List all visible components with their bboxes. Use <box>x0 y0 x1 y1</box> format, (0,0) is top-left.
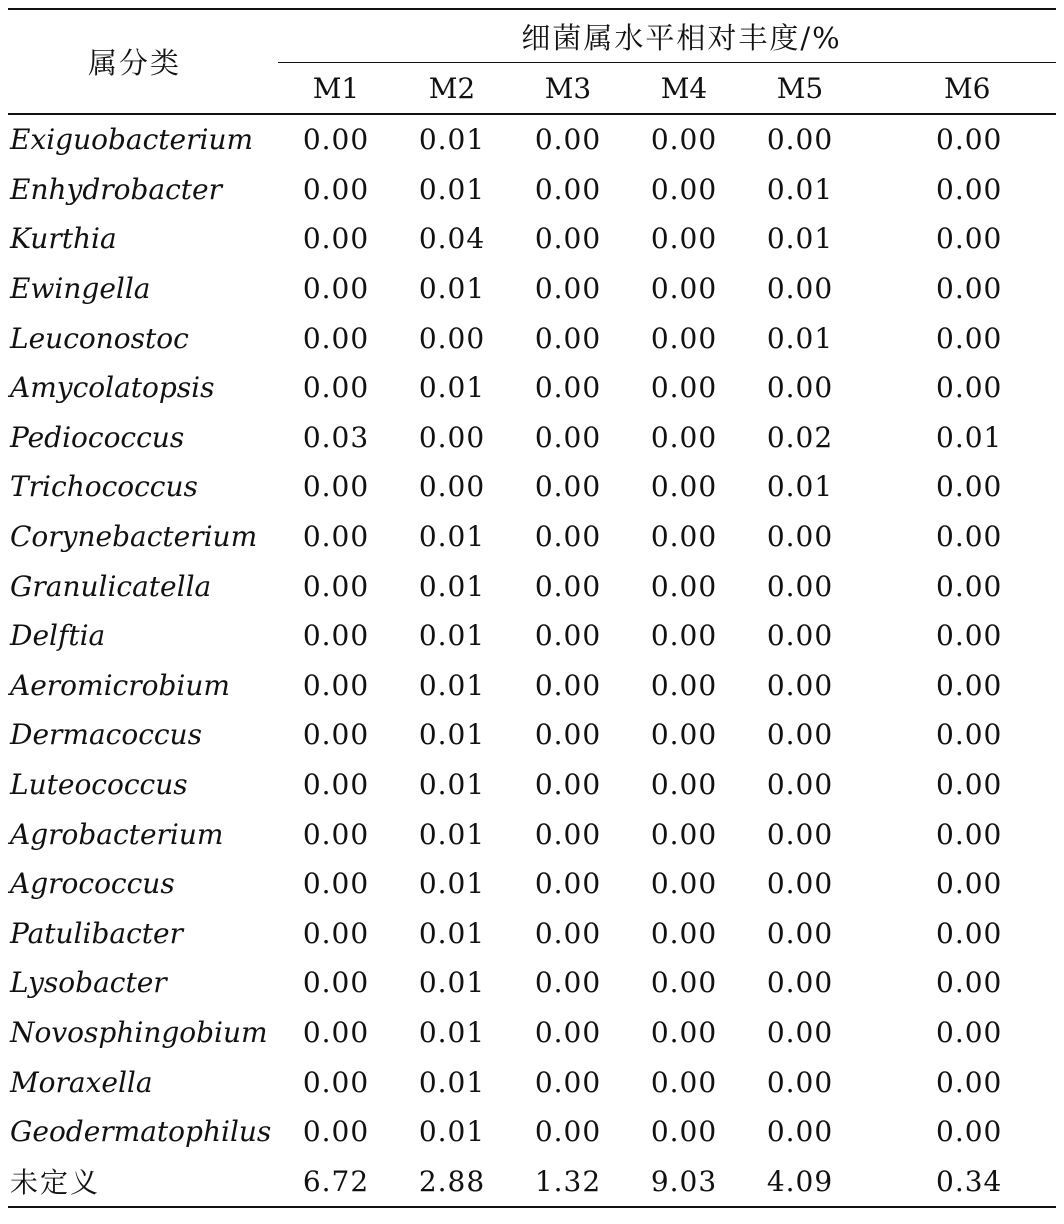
genus-column-header: 属分类 <box>8 9 278 114</box>
value-cell-m3: 0.00 <box>534 272 602 306</box>
value-cell-m1: 0.00 <box>302 718 370 752</box>
table-row <box>8 363 1056 413</box>
value-cell-m5: 0.00 <box>766 371 834 405</box>
table-row <box>8 661 1056 711</box>
table-row <box>8 413 1056 463</box>
value-cell-m6: 0.00 <box>936 867 1003 901</box>
value-cell-m2: 0.01 <box>418 817 486 851</box>
genus-cell: 未定义 <box>8 1156 278 1207</box>
value-cell-m5: 0.00 <box>766 966 834 1000</box>
value-cell-m2: 0.00 <box>418 470 486 504</box>
genus-cell: Trichococcus <box>10 470 198 504</box>
value-cell-m3: 0.00 <box>534 1115 602 1149</box>
genus-cell: Moraxella <box>10 1065 153 1099</box>
value-cell-m6: 0.00 <box>936 718 1003 752</box>
value-cell-m3: 0.00 <box>534 321 602 355</box>
value-cell-m1: 0.00 <box>302 470 370 504</box>
table-row <box>8 909 1056 959</box>
table-row <box>8 710 1056 760</box>
value-cell-m1: 0.00 <box>302 321 370 355</box>
value-cell-m4: 0.00 <box>650 817 718 851</box>
value-cell-m6: 0.00 <box>936 123 1003 157</box>
value-cell-m5: 0.00 <box>766 1065 834 1099</box>
value-cell-m5: 0.00 <box>766 520 834 554</box>
value-cell-m2: 0.01 <box>418 916 486 950</box>
value-cell-m4: 0.00 <box>650 520 718 554</box>
value-cell-m4: 0.00 <box>650 1115 718 1149</box>
value-cell-m1: 0.00 <box>302 916 370 950</box>
table-row <box>8 264 1056 314</box>
value-cell-m2: 0.01 <box>418 718 486 752</box>
genus-cell: Amycolatopsis <box>10 371 215 405</box>
table-row <box>8 313 1056 363</box>
value-cell-m2: 0.01 <box>418 371 486 405</box>
value-cell-m6: 0.00 <box>936 222 1003 256</box>
column-header-m2: M2 <box>394 63 510 115</box>
value-cell-m4: 0.00 <box>650 470 718 504</box>
value-cell-m1: 0.00 <box>302 172 370 206</box>
value-cell-m2: 0.01 <box>418 1015 486 1049</box>
value-cell-m6: 0.00 <box>936 272 1003 306</box>
value-cell-m5: 0.00 <box>766 817 834 851</box>
value-cell-m2: 0.01 <box>418 272 486 306</box>
value-cell-m1: 0.00 <box>302 1015 370 1049</box>
value-cell-m3: 0.00 <box>534 222 602 256</box>
value-cell-m3: 0.00 <box>534 123 602 157</box>
value-cell-m2: 0.04 <box>418 222 486 256</box>
genus-cell: Delftia <box>10 619 106 653</box>
value-cell-m4: 9.03 <box>626 1156 742 1207</box>
table-row <box>8 462 1056 512</box>
genus-cell: Pediococcus <box>10 420 185 454</box>
value-cell-m1: 0.00 <box>302 817 370 851</box>
value-cell-m1: 0.00 <box>302 668 370 702</box>
value-cell-m2: 0.01 <box>418 768 486 802</box>
value-cell-m2: 0.00 <box>418 420 486 454</box>
value-cell-m5: 0.01 <box>766 172 834 206</box>
value-cell-m3: 0.00 <box>534 718 602 752</box>
value-cell-m2: 0.01 <box>418 1065 486 1099</box>
value-cell-m3: 0.00 <box>534 768 602 802</box>
value-cell-m5: 0.00 <box>766 867 834 901</box>
table-row <box>8 114 1056 165</box>
value-cell-m6: 0.00 <box>936 569 1003 603</box>
value-cell-m5: 0.00 <box>766 916 834 950</box>
table-row <box>8 1008 1056 1058</box>
value-cell-m4: 0.00 <box>650 718 718 752</box>
genus-cell: Agrobacterium <box>10 817 224 851</box>
value-cell-m1: 0.00 <box>302 1115 370 1149</box>
value-cell-m3: 1.32 <box>510 1156 626 1207</box>
value-cell-m1: 0.00 <box>302 619 370 653</box>
value-cell-m4: 0.00 <box>650 321 718 355</box>
table-header <box>8 9 1056 114</box>
genus-cell: Lysobacter <box>10 966 167 1000</box>
value-cell-m1: 0.00 <box>302 1065 370 1099</box>
value-cell-m2: 0.01 <box>418 569 486 603</box>
value-cell-m4: 0.00 <box>650 768 718 802</box>
value-cell-m1: 0.00 <box>302 123 370 157</box>
value-cell-m6: 0.00 <box>936 1115 1003 1149</box>
value-cell-m5: 0.00 <box>766 569 834 603</box>
value-cell-m3: 0.00 <box>534 470 602 504</box>
value-cell-m3: 0.00 <box>534 916 602 950</box>
value-cell-m2: 0.01 <box>418 668 486 702</box>
value-cell-m1: 0.00 <box>302 569 370 603</box>
value-cell-m4: 0.00 <box>650 916 718 950</box>
genus-cell: Luteococcus <box>10 768 188 802</box>
value-cell-m4: 0.00 <box>650 123 718 157</box>
genus-cell: Leuconostoc <box>10 321 189 355</box>
value-cell-m3: 0.00 <box>534 817 602 851</box>
genus-cell: Agrococcus <box>10 867 175 901</box>
value-cell-m3: 0.00 <box>534 668 602 702</box>
column-header-m5: M5 <box>742 63 858 115</box>
table-row <box>8 958 1056 1008</box>
value-cell-m6: 0.00 <box>936 817 1003 851</box>
table-body <box>8 114 1056 1207</box>
value-cell-m2: 0.01 <box>418 520 486 554</box>
value-cell-m1: 0.00 <box>302 768 370 802</box>
table-row <box>8 561 1056 611</box>
value-cell-m1: 0.00 <box>302 966 370 1000</box>
value-cell-m2: 0.01 <box>418 1115 486 1149</box>
genus-cell: Patulibacter <box>10 916 183 950</box>
value-cell-m6: 0.00 <box>936 768 1003 802</box>
value-cell-m5: 0.01 <box>766 321 834 355</box>
table-row <box>8 1107 1056 1157</box>
value-cell-m3: 0.00 <box>534 420 602 454</box>
value-cell-m1: 0.03 <box>302 420 370 454</box>
value-cell-m2: 0.01 <box>418 966 486 1000</box>
value-cell-m4: 0.00 <box>650 966 718 1000</box>
value-cell-m2: 0.00 <box>418 321 486 355</box>
value-cell-m4: 0.00 <box>650 867 718 901</box>
value-cell-m2: 2.88 <box>394 1156 510 1207</box>
value-cell-m1: 0.00 <box>302 520 370 554</box>
table-row <box>8 809 1056 859</box>
value-cell-m3: 0.00 <box>534 867 602 901</box>
table-row <box>8 512 1056 562</box>
value-cell-m6: 0.00 <box>936 668 1003 702</box>
value-cell-m3: 0.00 <box>534 619 602 653</box>
value-cell-m3: 0.00 <box>534 371 602 405</box>
value-cell-m6: 0.00 <box>936 321 1003 355</box>
value-cell-m4: 0.00 <box>650 371 718 405</box>
value-cell-m5: 0.00 <box>766 768 834 802</box>
value-cell-m6: 0.00 <box>936 371 1003 405</box>
value-cell-m1: 6.72 <box>278 1156 394 1207</box>
value-cell-m2: 0.01 <box>418 123 486 157</box>
abundance-group-header: 细菌属水平相对丰度/% <box>278 9 1056 63</box>
value-cell-m2: 0.01 <box>418 867 486 901</box>
value-cell-m5: 0.00 <box>766 272 834 306</box>
value-cell-m3: 0.00 <box>534 520 602 554</box>
value-cell-m6: 0.00 <box>936 1015 1003 1049</box>
abundance-table-container <box>8 8 1056 1208</box>
genus-cell: Geodermatophilus <box>10 1115 272 1149</box>
value-cell-m6: 0.00 <box>936 520 1003 554</box>
column-header-m1: M1 <box>278 63 394 115</box>
value-cell-m6: 0.00 <box>936 470 1003 504</box>
table-row <box>8 1156 1056 1207</box>
value-cell-m5: 0.00 <box>766 1115 834 1149</box>
value-cell-m2: 0.01 <box>418 172 486 206</box>
value-cell-m3: 0.00 <box>534 966 602 1000</box>
value-cell-m4: 0.00 <box>650 272 718 306</box>
column-header-m3: M3 <box>510 63 626 115</box>
value-cell-m6: 0.00 <box>936 172 1003 206</box>
value-cell-m4: 0.00 <box>650 1065 718 1099</box>
value-cell-m4: 0.00 <box>650 569 718 603</box>
column-header-m4: M4 <box>626 63 742 115</box>
value-cell-m5: 0.02 <box>766 420 834 454</box>
value-cell-m6: 0.00 <box>936 619 1003 653</box>
genus-cell: Granulicatella <box>10 569 212 603</box>
value-cell-m4: 0.00 <box>650 619 718 653</box>
value-cell-m4: 0.00 <box>650 222 718 256</box>
value-cell-m5: 0.00 <box>766 619 834 653</box>
value-cell-m1: 0.00 <box>302 867 370 901</box>
value-cell-m5: 0.00 <box>766 718 834 752</box>
genus-cell: Novosphingobium <box>10 1015 268 1049</box>
value-cell-m4: 0.00 <box>650 668 718 702</box>
table-row <box>8 165 1056 215</box>
table-row <box>8 1057 1056 1107</box>
value-cell-m3: 0.00 <box>534 172 602 206</box>
value-cell-m4: 0.00 <box>650 420 718 454</box>
table-row <box>8 859 1056 909</box>
value-cell-m3: 0.00 <box>534 569 602 603</box>
value-cell-m6: 0.34 <box>858 1156 1056 1207</box>
value-cell-m4: 0.00 <box>650 1015 718 1049</box>
value-cell-m6: 0.00 <box>936 966 1003 1000</box>
value-cell-m5: 4.09 <box>742 1156 858 1207</box>
value-cell-m6: 0.00 <box>936 1065 1003 1099</box>
column-header-m6: M6 <box>858 63 1056 115</box>
value-cell-m5: 0.01 <box>766 222 834 256</box>
value-cell-m2: 0.01 <box>418 619 486 653</box>
value-cell-m6: 0.00 <box>936 916 1003 950</box>
table-row <box>8 760 1056 810</box>
genus-abundance-table <box>8 8 1056 1208</box>
value-cell-m1: 0.00 <box>302 222 370 256</box>
value-cell-m4: 0.00 <box>650 172 718 206</box>
value-cell-m5: 0.00 <box>766 123 834 157</box>
value-cell-m5: 0.01 <box>766 470 834 504</box>
value-cell-m3: 0.00 <box>534 1065 602 1099</box>
value-cell-m5: 0.00 <box>766 668 834 702</box>
value-cell-m6: 0.01 <box>936 420 1003 454</box>
table-row <box>8 214 1056 264</box>
genus-cell: Ewingella <box>10 272 151 306</box>
value-cell-m3: 0.00 <box>534 1015 602 1049</box>
value-cell-m5: 0.00 <box>766 1015 834 1049</box>
genus-cell: Aeromicrobium <box>10 668 230 702</box>
value-cell-m1: 0.00 <box>302 272 370 306</box>
genus-cell: Kurthia <box>10 222 117 256</box>
table-row <box>8 611 1056 661</box>
value-cell-m1: 0.00 <box>302 371 370 405</box>
genus-cell: Exiguobacterium <box>10 123 254 157</box>
genus-cell: Enhydrobacter <box>10 172 222 206</box>
genus-cell: Corynebacterium <box>10 520 258 554</box>
genus-cell: Dermacoccus <box>10 718 202 752</box>
